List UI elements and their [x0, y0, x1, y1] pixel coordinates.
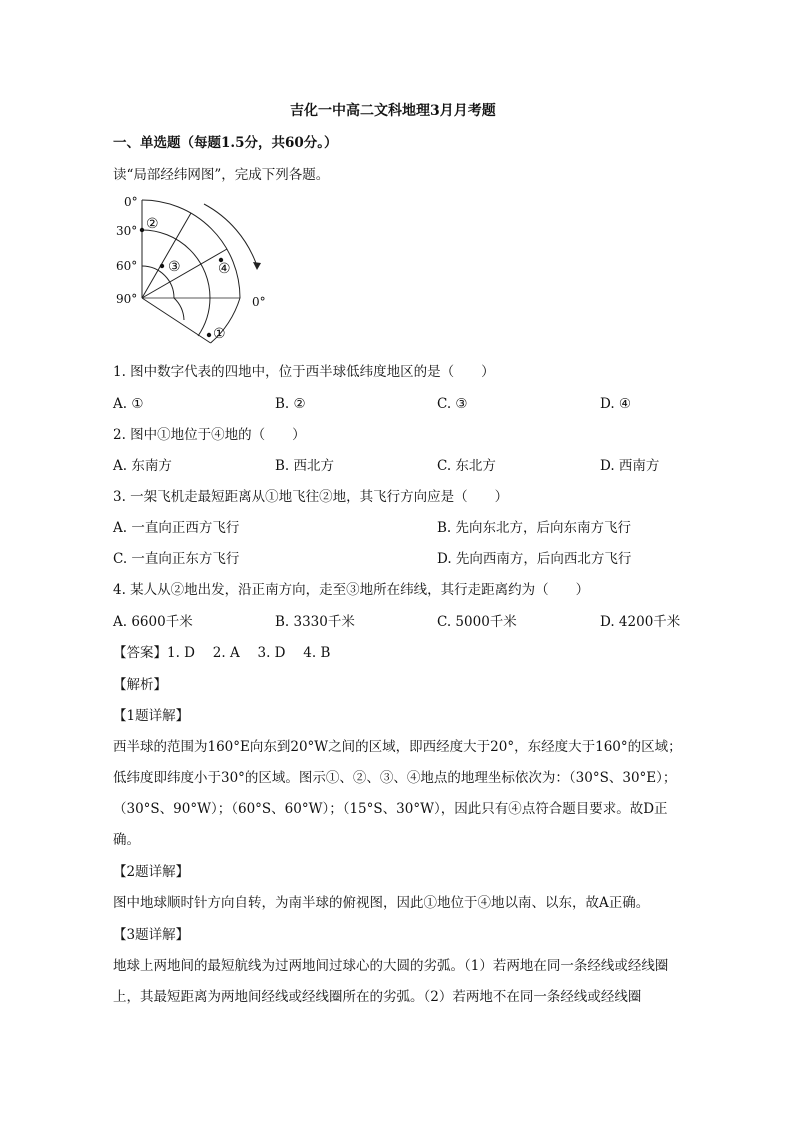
question-3-option-c: C. 一直向正东方飞行 — [113, 551, 240, 567]
analysis-heading: 【解析】 — [113, 677, 167, 693]
q1-explanation-heading: 【1题详解】 — [113, 708, 190, 724]
label-point-3: ③ — [168, 259, 181, 275]
meridian-60 — [142, 249, 227, 298]
label-lon-0: 0° — [252, 295, 266, 309]
question-2-option-a: A. 东南方 — [113, 458, 172, 474]
label-point-4: ④ — [218, 261, 231, 277]
q2-explanation-text: 图中地球顺时针方向自转，为南半球的俯视图，因此①地位于④地以南、以东，故A正确。 — [113, 895, 650, 911]
q2-explanation-heading: 【2题详解】 — [113, 864, 190, 880]
question-3-option-d: D. 先向西南方，后向西北方飞行 — [437, 551, 632, 567]
question-4-option-b: B. 3330千米 — [275, 614, 355, 630]
question-2-option-b: B. 西北方 — [275, 458, 335, 474]
question-1-option-d: D. ④ — [600, 396, 632, 412]
question-2-stem: 2. 图中①地位于④地的（ ） — [113, 427, 306, 443]
question-1-option-a: A. ① — [113, 396, 144, 412]
lat-circle-30-lower — [198, 298, 210, 336]
outer-arc — [142, 200, 240, 298]
intro-text: 读“局部经纬网图”，完成下列各题。 — [113, 167, 330, 183]
question-4-option-a: A. 6600千米 — [113, 614, 193, 630]
graticule-diagram — [112, 190, 272, 350]
rotation-arrowhead — [253, 262, 261, 270]
answer-line: 【答案】1. D 2. A 3. D 4. B — [113, 645, 331, 661]
q3-explanation-text: 地球上两地间的最短航线为过两地间过球心的大圆的劣弧。（1）若两地在同一条经线或经线圈上，其最短距离为两地间经线或经线圈所在的劣弧。（2）若两地不在同一条经线或经线圈 — [113, 958, 669, 1005]
point-1-dot — [207, 333, 211, 337]
point-3-dot — [160, 264, 164, 268]
label-point-2: ② — [146, 216, 159, 232]
question-1-stem: 1. 图中数字代表的四地中，位于西半球低纬度地区的是（ ） — [113, 364, 495, 380]
page-title: 吉化一中高二文科地理3月月考题 — [290, 103, 496, 119]
question-3-option-b: B. 先向东北方，后向东南方飞行 — [437, 520, 632, 536]
question-2-option-c: C. 东北方 — [437, 458, 496, 474]
section-heading: 一、单选题（每题1.5分，共60分。） — [113, 135, 338, 151]
label-point-1: ① — [213, 326, 226, 342]
label-lat-60: 60° — [116, 259, 138, 273]
point-2-dot — [140, 228, 144, 232]
question-1-option-c: C. ③ — [437, 396, 468, 412]
frame-edge-lower — [142, 298, 211, 343]
graticule-svg — [112, 190, 272, 350]
question-3-stem: 3. 一架飞机走最短距离从①地飞往②地，其飞行方向应是（ ） — [113, 489, 509, 505]
q1-explanation-text: 西半球的范围为160°E向东到20°W之间的区域，即西经度大于20°，东经度大于160°的区域；低纬度即纬度小于30°的区域。图示①、②、③、④地点的地理坐标依次为：（30°S、30°E）；（30°S、90°W）；（60°S、60°W）；（15°S、30°W），因此只有④点符合题目要求。故D正确。 — [113, 739, 682, 848]
label-lat-90: 90° — [116, 292, 138, 306]
question-2-option-d: D. 西南方 — [600, 458, 660, 474]
question-3-option-a: A. 一直向正西方飞行 — [113, 520, 240, 536]
question-4-option-c: C. 5000千米 — [437, 614, 517, 630]
label-lat-30: 30° — [116, 224, 138, 238]
question-4-option-d: D. 4200千米 — [600, 614, 681, 630]
question-4-stem: 4. 某人从②地出发，沿正南方向，走至③地所在纬线，其行走距离约为（ ） — [113, 582, 590, 598]
question-1-option-b: B. ② — [275, 396, 306, 412]
label-lat-0: 0° — [124, 195, 138, 209]
q3-explanation-heading: 【3题详解】 — [113, 927, 190, 943]
lat-circle-60-lower — [174, 298, 184, 320]
